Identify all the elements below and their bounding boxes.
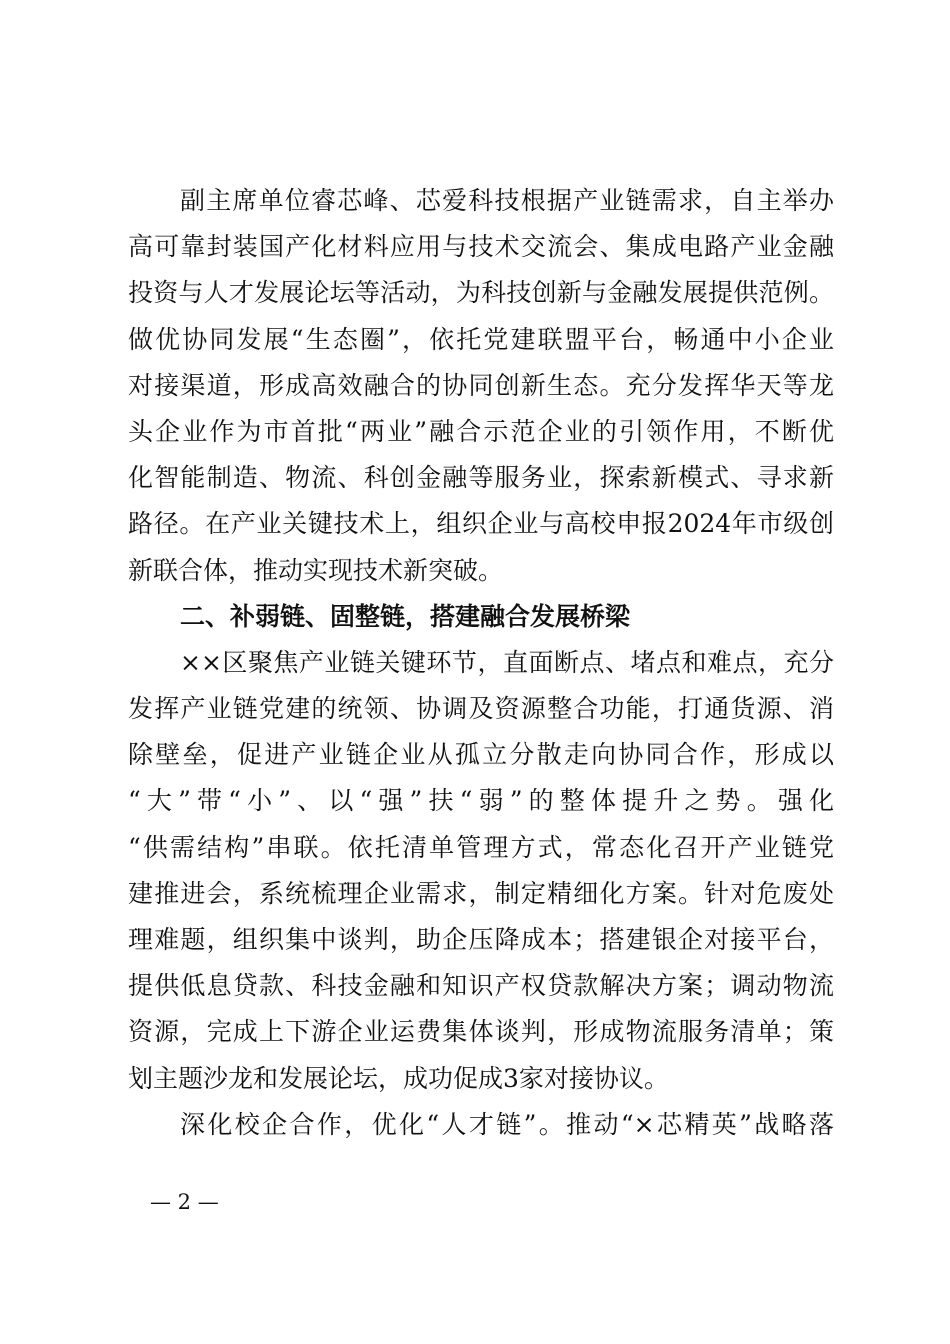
text-line: 理难题，组织集中谈判，助企压降成本；搭建银企对接平台，	[128, 925, 834, 954]
text-line: 对接渠道，形成高效融合的协同创新生态。充分发挥华天等龙	[128, 370, 834, 400]
text-line: 深化校企合作，优化“人才链”。推动“×芯精英”战略落	[180, 1109, 834, 1139]
text-line: 资源，完成上下游企业运费集体谈判，形成物流服务清单；策	[128, 1017, 834, 1047]
text-line: 做优协同发展“生态圈”，依托党建联盟平台，畅通中小企业	[128, 324, 834, 354]
text-line: ××区聚焦产业链关键环节，直面断点、堵点和难点，充分	[180, 647, 834, 677]
text-line: 路径。在产业关键技术上，组织企业与高校申报2024年市级创	[128, 509, 834, 539]
text-line: 头企业作为市首批“两业”融合示范企业的引领作用，不断优	[128, 416, 834, 446]
text-line: 投资与人才发展论坛等活动，为科技创新与金融发展提供范例。	[128, 278, 834, 308]
text-line: 高可靠封装国产化材料应用与技术交流会、集成电路产业金融	[128, 232, 834, 262]
text-line: “大”带“小”、以“强”扶“弱”的整体提升之势。强化	[128, 786, 834, 816]
text-line: 划主题沙龙和发展论坛，成功促成3家对接协议。	[128, 1063, 669, 1093]
text-line: 除壁垒，促进产业链企业从孤立分散走向协同合作，形成以	[128, 740, 834, 770]
text-line: “供需结构”串联。依托清单管理方式，常态化召开产业链党	[128, 832, 834, 862]
text-line: 新联合体，推动实现技术新突破。	[128, 555, 504, 585]
text-line: 提供低息贷款、科技金融和知识产权贷款解决方案；调动物流	[128, 971, 834, 1001]
text-line: 建推进会，系统梳理企业需求，制定精细化方案。针对危废处	[128, 878, 834, 908]
section-heading: 二、补弱链、固整链，搭建融合发展桥梁	[180, 601, 631, 631]
text-line: 化智能制造、物流、科创金融等服务业，探索新模式、寻求新	[128, 463, 834, 493]
text-line: 发挥产业链党建的统领、协调及资源整合功能，打通货源、消	[128, 694, 834, 724]
page-number: — 2 —	[150, 1190, 219, 1214]
text-line: 副主席单位睿芯峰、芯爱科技根据产业链需求，自主举办	[180, 186, 834, 215]
body-text	[128, 178, 834, 1148]
